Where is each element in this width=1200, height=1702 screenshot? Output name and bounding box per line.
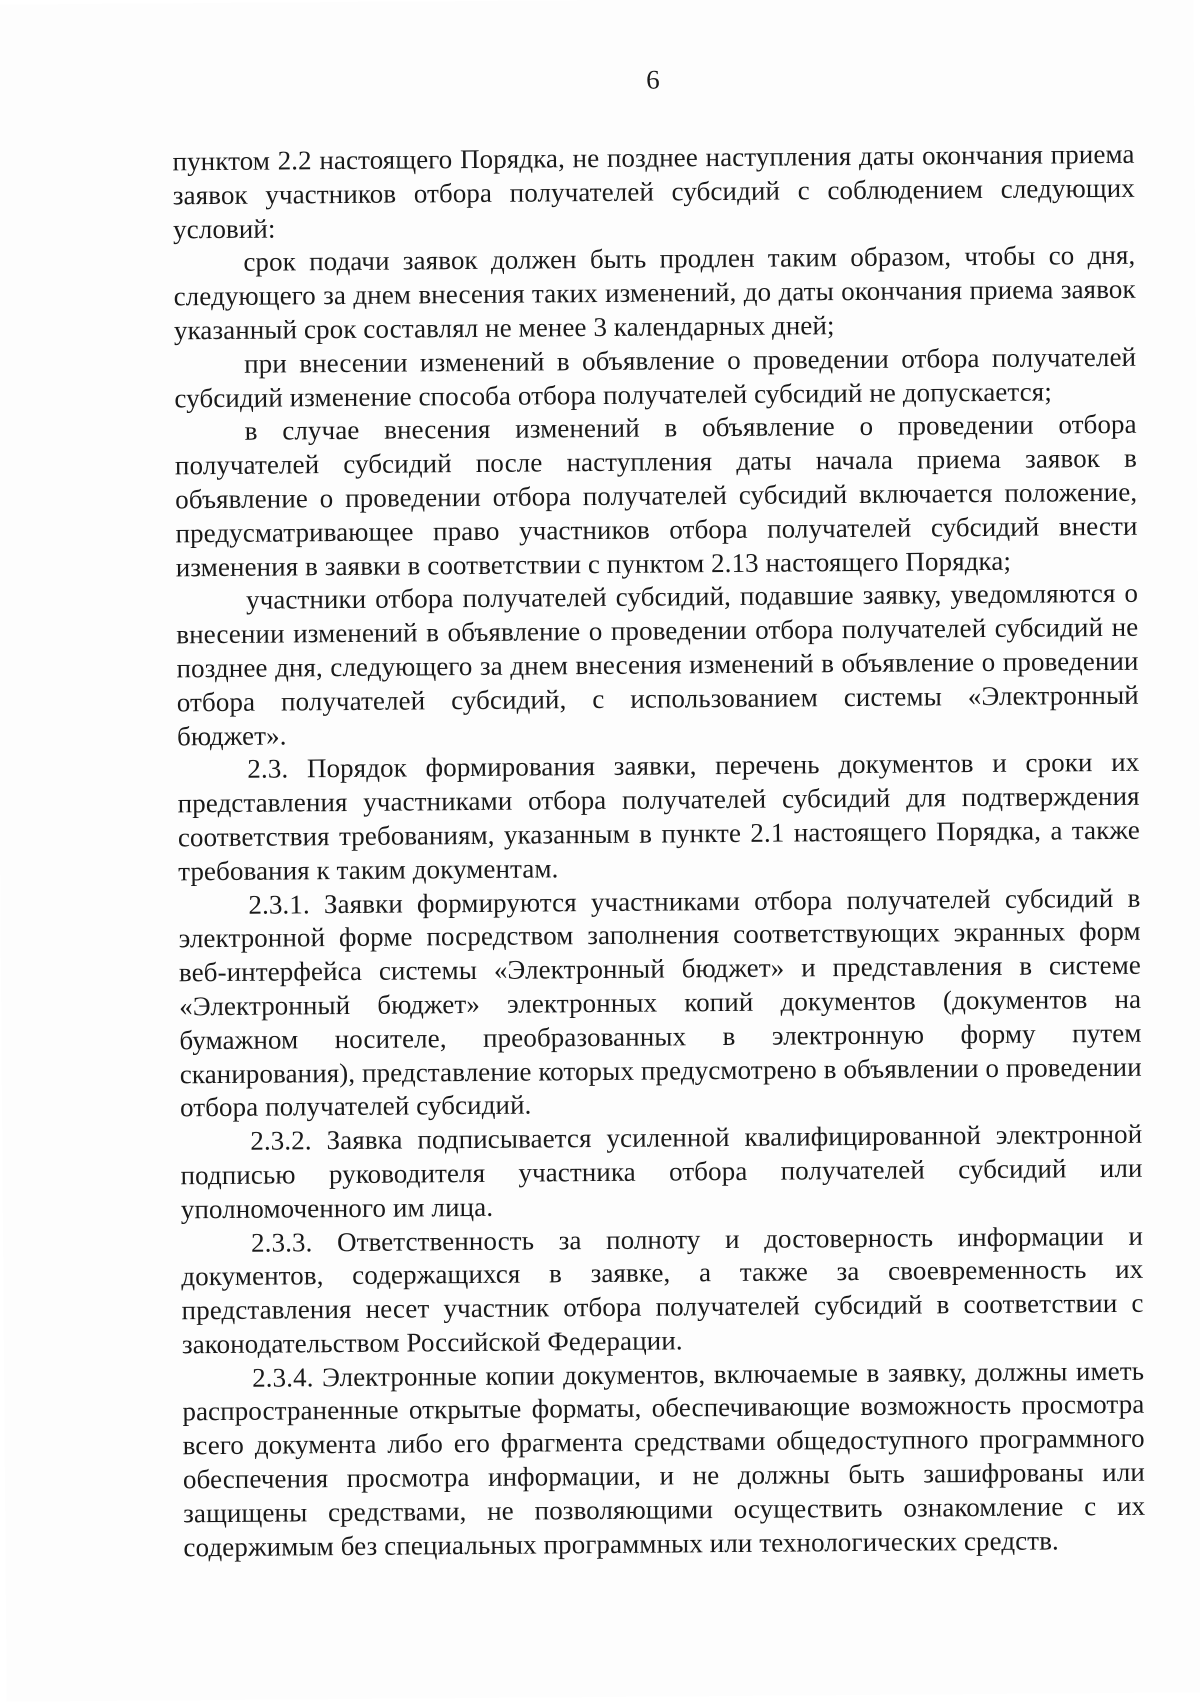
page-number: 6 [646,64,660,95]
paragraph-method-change: при внесении изменений в объявление о проведении отбора получателей субсидий изменение способа отбора получателей субсидий не допускается; [174,341,1137,413]
paragraph-2-3-4: 2.3.4. Электронные копии документов, включаемые в заявку, должны иметь распространенные открытые форматы, обеспечивающие возможность просмотра всего документа либо его фрагмента средствами общедоступного программного обеспечения просмотра информации, и не должны быть зашифрованы или защищены средствами, не позволяющими осуществить ознакомление с их содержимым без специальных программных или технологических средств. [182,1355,1146,1562]
paragraph-2-3-1: 2.3.1. Заявки формируются участниками отбора получателей субсидий в электронной форме посредством заполнения соответствующих экранных форм веб-интерфейса системы «Электронный бюджет» и представления в системе «Электронный бюджет» электронных копий документов (документов на бумажном носителе, преобразованных в электронную форму путем сканирования), представление которых предусмотрено в объявлении о проведении отбора получателей субсидий. [178,882,1142,1123]
paragraph-2-3: 2.3. Порядок формирования заявки, перечень документов и сроки их представления участниками отбора получателей субсидий для подтверждения соответствия требованиям, указанным в пункте 2.1 настоящего Порядка, а также требования к таким документам. [177,747,1140,887]
paragraph-2-3-3: 2.3.3. Ответственность за полноту и достоверность информации и документов, содержащихся в заявке, а также за своевременность их представления несет участник отбора получателей субсидий в соответствии с законодательством Российской Федерации. [181,1220,1144,1360]
paragraph-participant-notification: участники отбора получателей субсидий, подавшие заявку, уведомляются о внесении изменений в объявление о проведении отбора получателей субсидий не позднее дня, следующего за днем внесения изменений в объявление о проведении отбора получателей субсидий, с использованием системы «Электронный бюджет». [176,578,1139,751]
paragraph-2-3-2: 2.3.2. Заявка подписывается усиленной квалифицированной электронной подписью руководителя участника отбора получателей субсидий или уполномоченного им лица. [180,1118,1143,1225]
document-body [172,138,1145,1565]
paragraph-continuation: пунктом 2.2 настоящего Порядка, не позднее наступления даты окончания приема заявок участников отбора получателей субсидий с соблюдением следующих условий: [172,138,1135,244]
paragraph-changes-after-start: в случае внесения изменений в объявление о проведении отбора получателей субсидий после наступления даты начала приема заявок в объявление о проведении отбора получателей субсидий включается положение, предусматривающее право участников отбора получателей субсидий внести изменения в заявки в соответствии с пунктом 2.13 настоящего Порядка; [174,409,1138,582]
paragraph-deadline-extension: срок подачи заявок должен быть продлен таким образом, чтобы со дня, следующего за днем внесения таких изменений, до даты окончания приема заявок указанный срок составлял не менее 3 календарных дней; [173,240,1136,346]
